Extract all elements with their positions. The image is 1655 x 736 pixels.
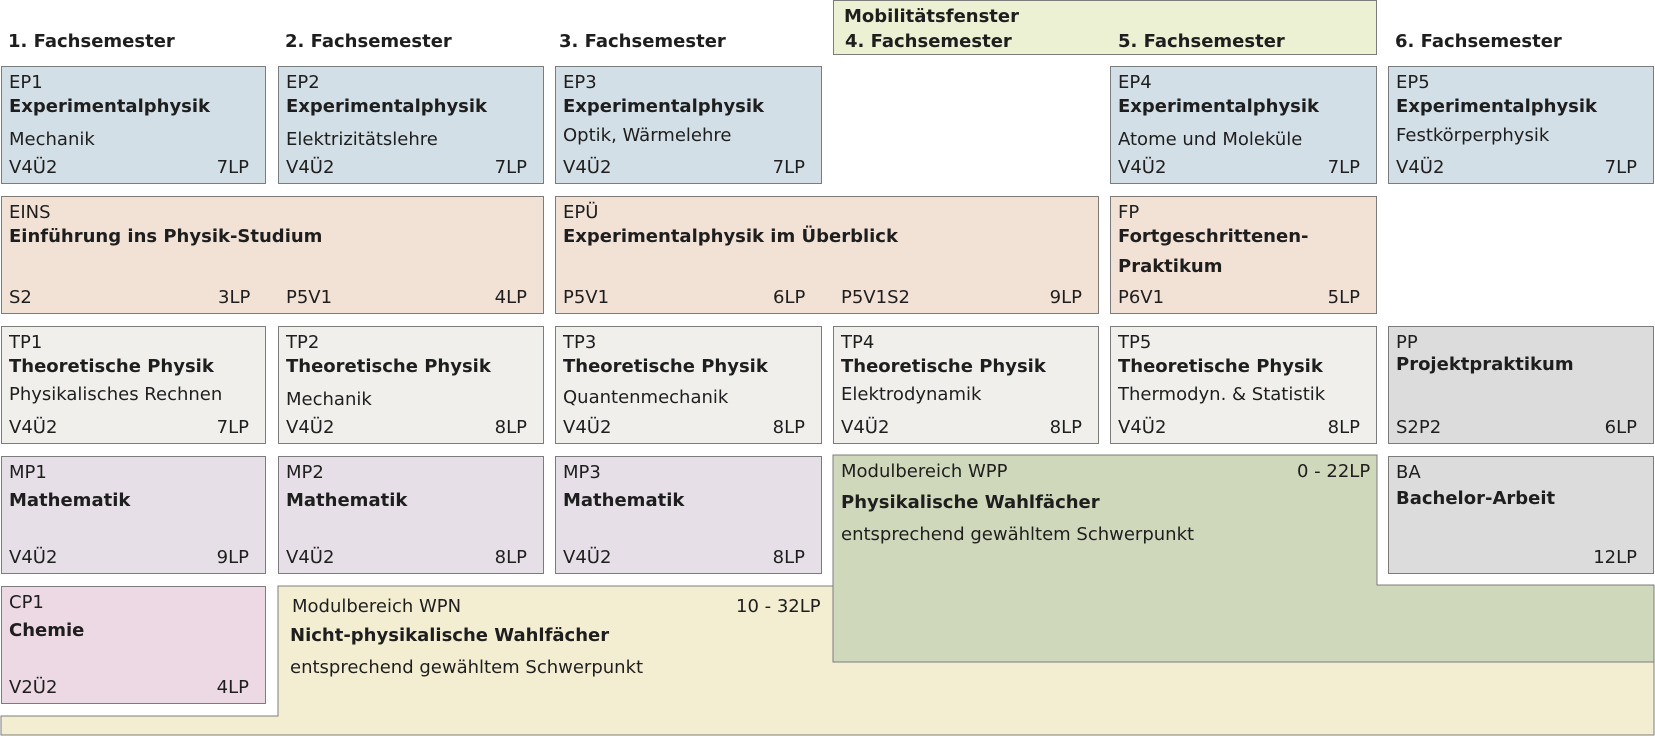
module-pp[interactable] [1388, 326, 1654, 444]
module-sws: V4Ü2 [1118, 157, 1167, 178]
module-title: Experimentalphysik [9, 96, 211, 117]
module-credits: 7LP [1327, 157, 1360, 178]
module-ep1[interactable] [1, 66, 266, 184]
module-subtitle: Mechanik [286, 389, 372, 410]
wpn-subtitle: entsprechend gewähltem Schwerpunkt [290, 657, 644, 678]
module-sws: V4Ü2 [563, 417, 612, 438]
module-credits: 8LP [494, 547, 527, 568]
module-mp1[interactable] [1, 456, 266, 574]
module-credits: 7LP [1604, 157, 1637, 178]
module-epu[interactable] [555, 196, 1099, 314]
module-sws-sem3: P5V1 [563, 287, 610, 308]
semester-header-1: 1. Fachsemester [8, 31, 175, 52]
module-title: Experimentalphysik [1118, 96, 1320, 117]
module-code: EPÜ [563, 202, 599, 223]
module-eins[interactable] [1, 196, 544, 314]
module-sws: V4Ü2 [286, 547, 335, 568]
semester-header-2: 2. Fachsemester [285, 31, 452, 52]
module-sws: V4Ü2 [1118, 417, 1167, 438]
module-code: TP4 [841, 332, 875, 353]
module-title: Fortgeschrittenen-Praktikum [1118, 226, 1309, 277]
semester-header-5: 5. Fachsemester [1118, 31, 1285, 52]
module-mp3[interactable] [555, 456, 822, 574]
module-code: EP4 [1118, 72, 1152, 93]
module-code: TP2 [286, 332, 320, 353]
module-credits: 7LP [216, 417, 249, 438]
module-fp[interactable] [1110, 196, 1377, 314]
semester-header-6: 6. Fachsemester [1395, 31, 1562, 52]
module-subtitle: Quantenmechanik [563, 387, 729, 408]
module-title: Experimentalphysik [563, 96, 765, 117]
module-title: Experimentalphysik [286, 96, 488, 117]
module-credits: 8LP [772, 417, 805, 438]
module-credits: 12LP [1593, 547, 1637, 568]
module-code: EP1 [9, 72, 43, 93]
module-title: Mathematik [286, 490, 408, 511]
module-code: TP1 [9, 332, 43, 353]
module-subtitle: Mechanik [9, 129, 95, 150]
module-code: MP2 [286, 462, 324, 483]
module-title: Theoretische Physik [286, 356, 491, 377]
module-sws: S2P2 [1396, 417, 1442, 438]
module-subtitle: Physikalisches Rechnen [9, 384, 223, 405]
module-credits: 8LP [1049, 417, 1082, 438]
module-title: Projektpraktikum [1396, 354, 1574, 375]
module-ep2[interactable] [278, 66, 544, 184]
wpp-credits: 0 - 22LP [1297, 461, 1371, 482]
module-credits-sem1: 3LP [218, 287, 251, 308]
module-credits-sem2: 4LP [494, 287, 527, 308]
module-sws: V4Ü2 [9, 417, 58, 438]
module-cp1[interactable] [1, 586, 266, 704]
module-code: TP5 [1118, 332, 1152, 353]
module-title: Experimentalphysik [1396, 96, 1598, 117]
module-credits: 7LP [772, 157, 805, 178]
module-credits: 7LP [494, 157, 527, 178]
module-mp2[interactable] [278, 456, 544, 574]
wpn-title: Nicht-physikalische Wahlfächer [290, 625, 610, 646]
module-title: Theoretische Physik [1118, 356, 1323, 377]
module-sws: V4Ü2 [9, 547, 58, 568]
module-sws: V4Ü2 [563, 547, 612, 568]
module-credits: 8LP [494, 417, 527, 438]
module-subtitle: Elektrodynamik [841, 384, 982, 405]
wpn-label: Modulbereich WPN [292, 596, 462, 617]
module-sws: V4Ü2 [841, 417, 890, 438]
wpp-title: Physikalische Wahlfächer [841, 492, 1100, 513]
module-tp1[interactable] [1, 326, 266, 444]
module-subtitle: Optik, Wärmelehre [563, 125, 732, 146]
module-code: CP1 [9, 592, 44, 613]
module-credits: 7LP [216, 157, 249, 178]
module-code: EP5 [1396, 72, 1430, 93]
module-code: PP [1396, 332, 1418, 353]
module-ep4[interactable] [1110, 66, 1377, 184]
module-subtitle: Atome und Moleküle [1118, 129, 1303, 150]
module-sws-sem2: P5V1 [286, 287, 333, 308]
module-credits: 9LP [216, 547, 249, 568]
module-sws-sem1: S2 [9, 287, 32, 308]
module-credits: 8LP [1327, 417, 1360, 438]
module-credits: 6LP [1604, 417, 1637, 438]
module-sws: V4Ü2 [286, 157, 335, 178]
module-title: Bachelor-Arbeit [1396, 488, 1556, 509]
module-subtitle: Festkörperphysik [1396, 125, 1550, 146]
module-credits: 5LP [1327, 287, 1360, 308]
module-sws: V4Ü2 [286, 417, 335, 438]
module-sws: P6V1 [1118, 287, 1165, 308]
wpp-label: Modulbereich WPP [841, 461, 1008, 482]
module-credits: 4LP [216, 677, 249, 698]
module-code: FP [1118, 202, 1140, 223]
module-code: EINS [9, 202, 51, 223]
module-tp3[interactable] [555, 326, 822, 444]
module-code: EP3 [563, 72, 597, 93]
module-title: Einführung ins Physik-Studium [9, 226, 323, 247]
semester-header-3: 3. Fachsemester [559, 31, 726, 52]
module-title: Theoretische Physik [563, 356, 768, 377]
mobility-label: Mobilitätsfenster [844, 6, 1019, 27]
module-code: TP3 [563, 332, 597, 353]
module-title: Experimentalphysik im Überblick [563, 226, 898, 247]
module-sws: V4Ü2 [9, 157, 58, 178]
module-title: Chemie [9, 620, 85, 641]
module-title: Mathematik [9, 490, 131, 511]
module-tp2[interactable] [278, 326, 544, 444]
module-tp4[interactable] [833, 326, 1099, 444]
module-sws: V2Ü2 [9, 677, 58, 698]
module-title: Theoretische Physik [9, 356, 214, 377]
module-ep5[interactable] [1388, 66, 1654, 184]
module-credits-sem3: 6LP [773, 287, 806, 308]
module-ep3[interactable] [555, 66, 822, 184]
wpp-subtitle: entsprechend gewähltem Schwerpunkt [841, 524, 1195, 545]
module-code: MP1 [9, 462, 47, 483]
module-code: MP3 [563, 462, 601, 483]
module-title: Mathematik [563, 490, 685, 511]
module-code: EP2 [286, 72, 320, 93]
module-sws: V4Ü2 [1396, 157, 1445, 178]
module-credits-sem4: 9LP [1049, 287, 1082, 308]
semester-header-4: 4. Fachsemester [845, 31, 1012, 52]
module-ba[interactable] [1388, 456, 1654, 574]
module-subtitle: Thermodyn. & Statistik [1118, 384, 1326, 405]
wpn-credits: 10 - 32LP [736, 596, 821, 617]
module-sws: V4Ü2 [563, 157, 612, 178]
module-sws-sem4: P5V1S2 [841, 287, 910, 308]
module-code: BA [1396, 462, 1421, 483]
module-title: Theoretische Physik [841, 356, 1046, 377]
module-subtitle: Elektrizitätslehre [286, 129, 438, 150]
module-tp5[interactable] [1110, 326, 1377, 444]
module-credits: 8LP [772, 547, 805, 568]
